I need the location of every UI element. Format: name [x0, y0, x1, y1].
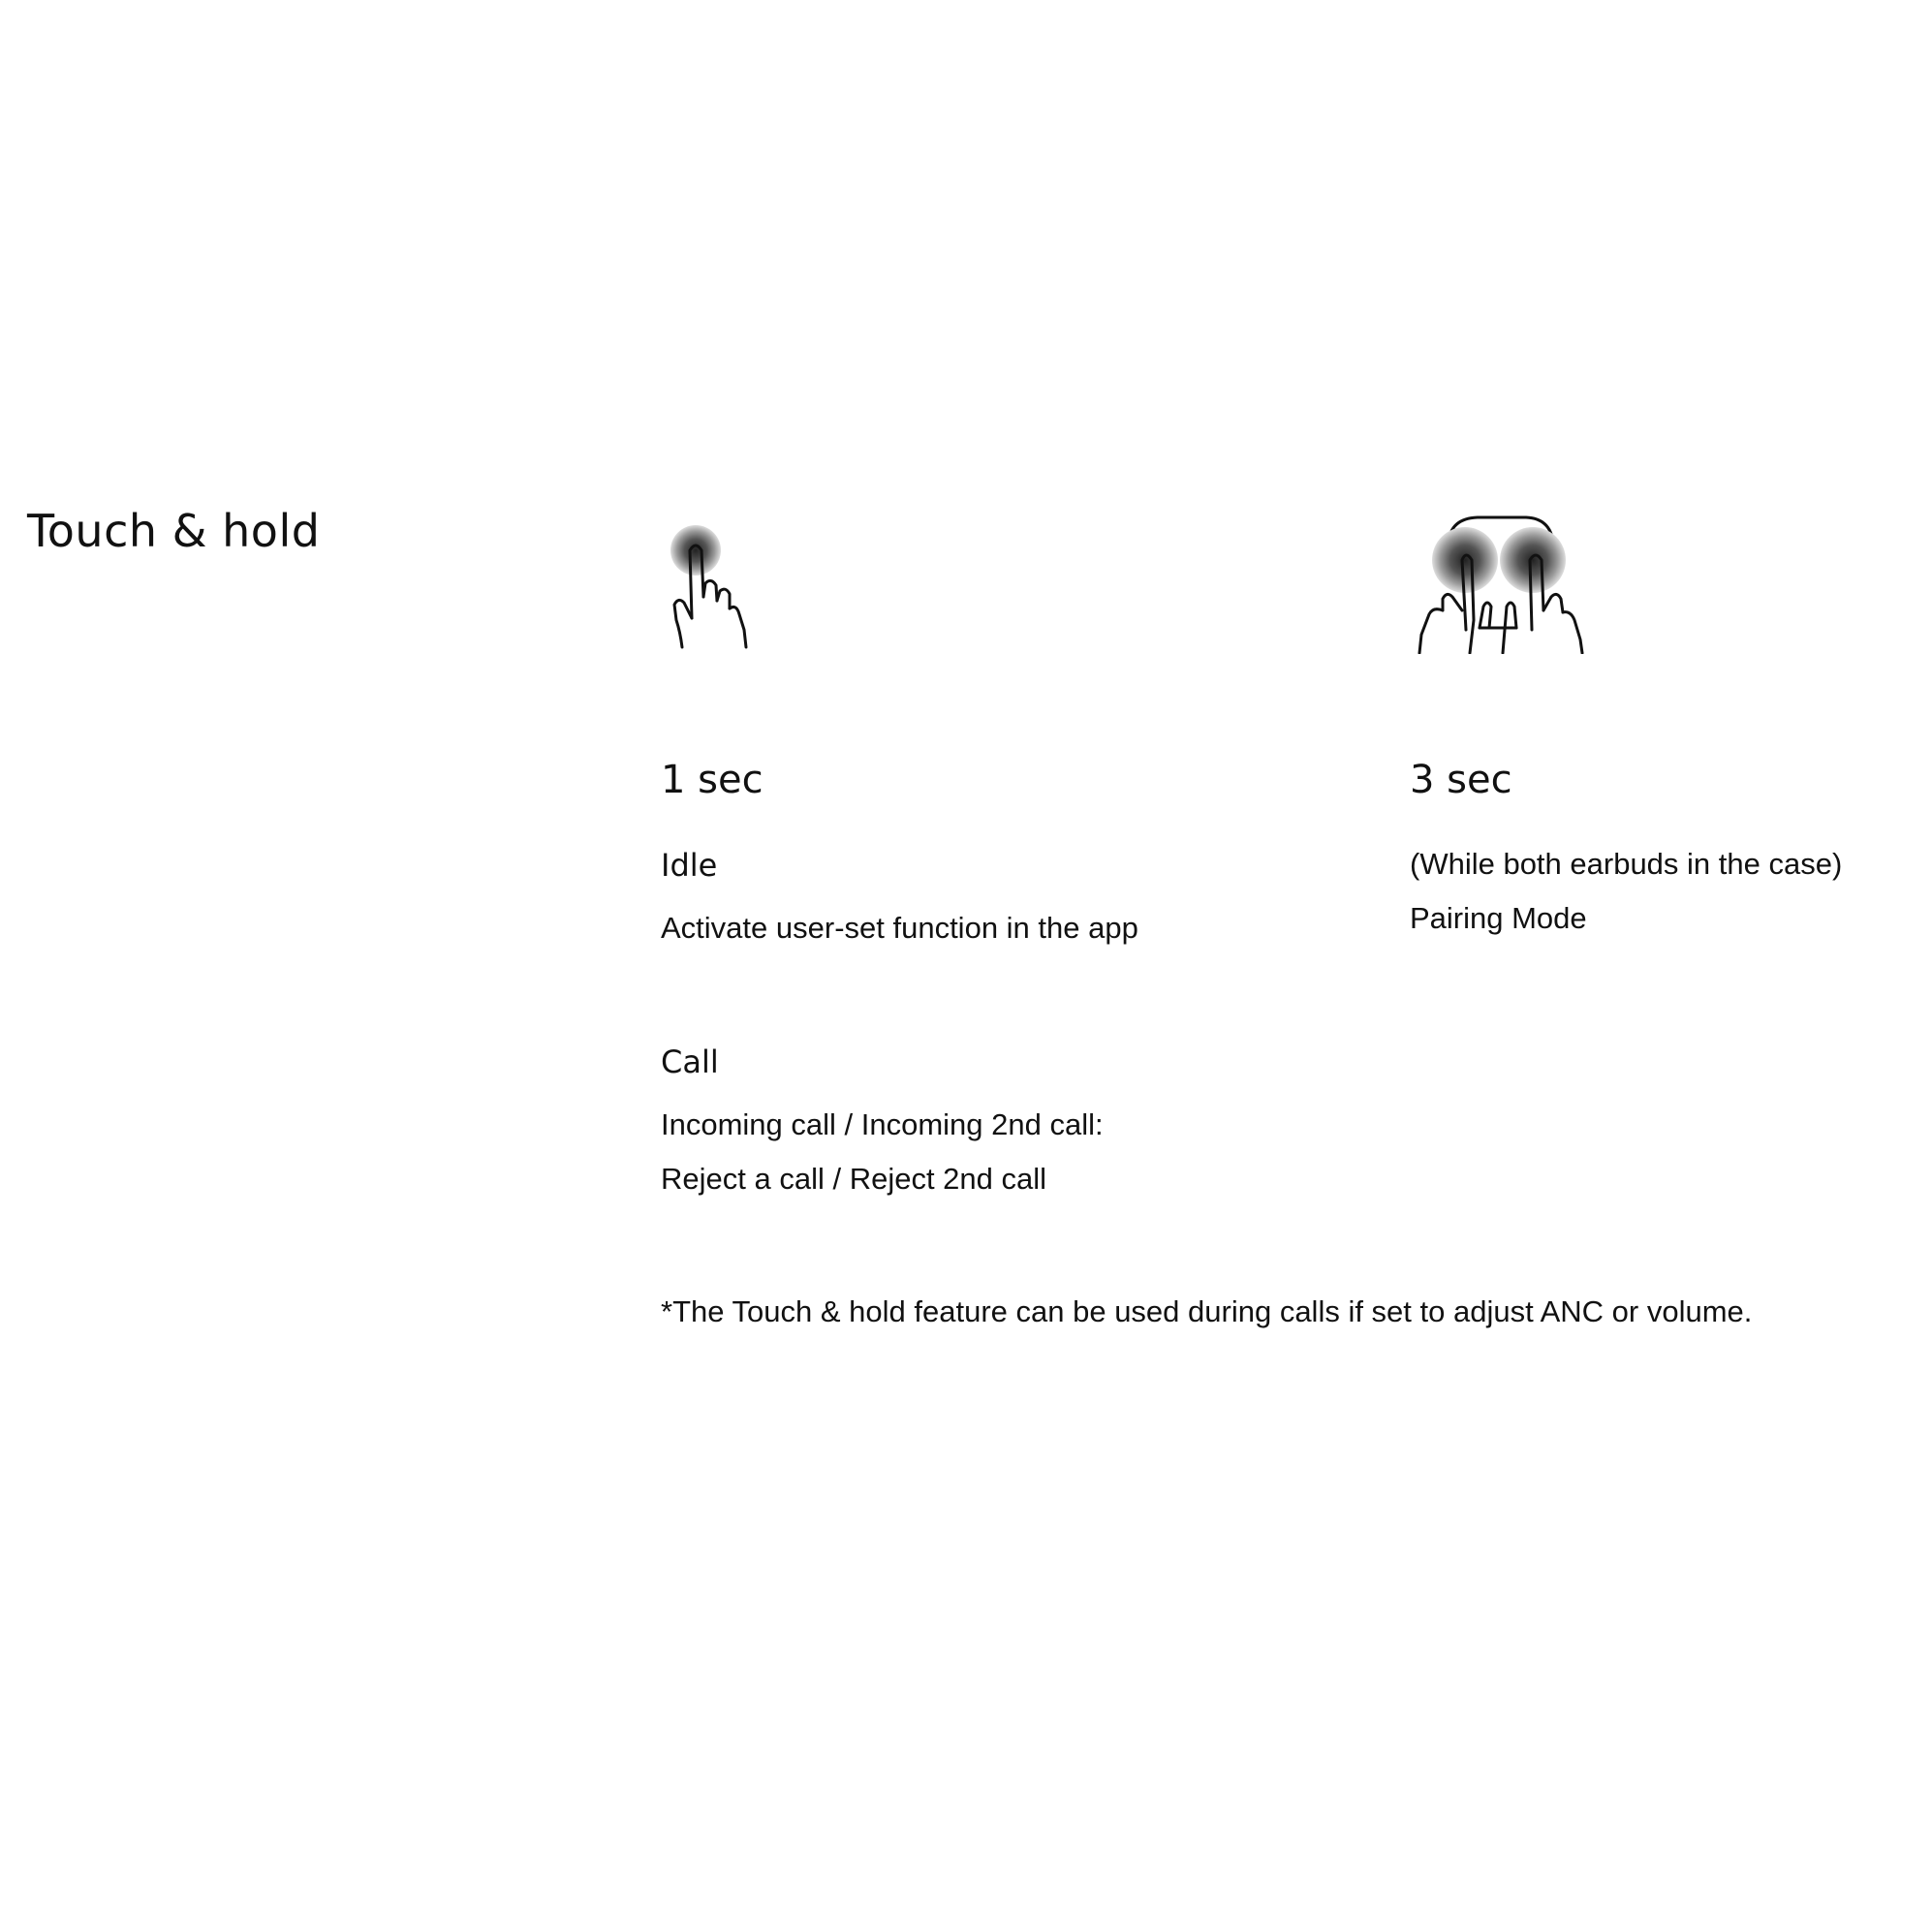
footnote: *The Touch & hold feature can be used during calls if set to adjust ANC or volume. [661, 1294, 1753, 1328]
duration-3-sec: 3 sec [1410, 758, 1512, 802]
duration-1-sec: 1 sec [661, 758, 763, 802]
idle-heading: Idle [661, 847, 718, 884]
pairing-condition: (While both earbuds in the case) [1410, 847, 1843, 881]
section-title: Touch & hold [27, 505, 321, 557]
pairing-mode-label: Pairing Mode [1410, 901, 1587, 935]
single-finger-touch-hold-icon [669, 521, 762, 649]
idle-description: Activate user-set function in the app [661, 911, 1138, 945]
two-finger-touch-hold-icon [1410, 514, 1589, 654]
call-description-line-2: Reject a call / Reject 2nd call [661, 1162, 1047, 1196]
call-heading: Call [661, 1044, 719, 1080]
call-description-line-1: Incoming call / Incoming 2nd call: [661, 1107, 1104, 1141]
